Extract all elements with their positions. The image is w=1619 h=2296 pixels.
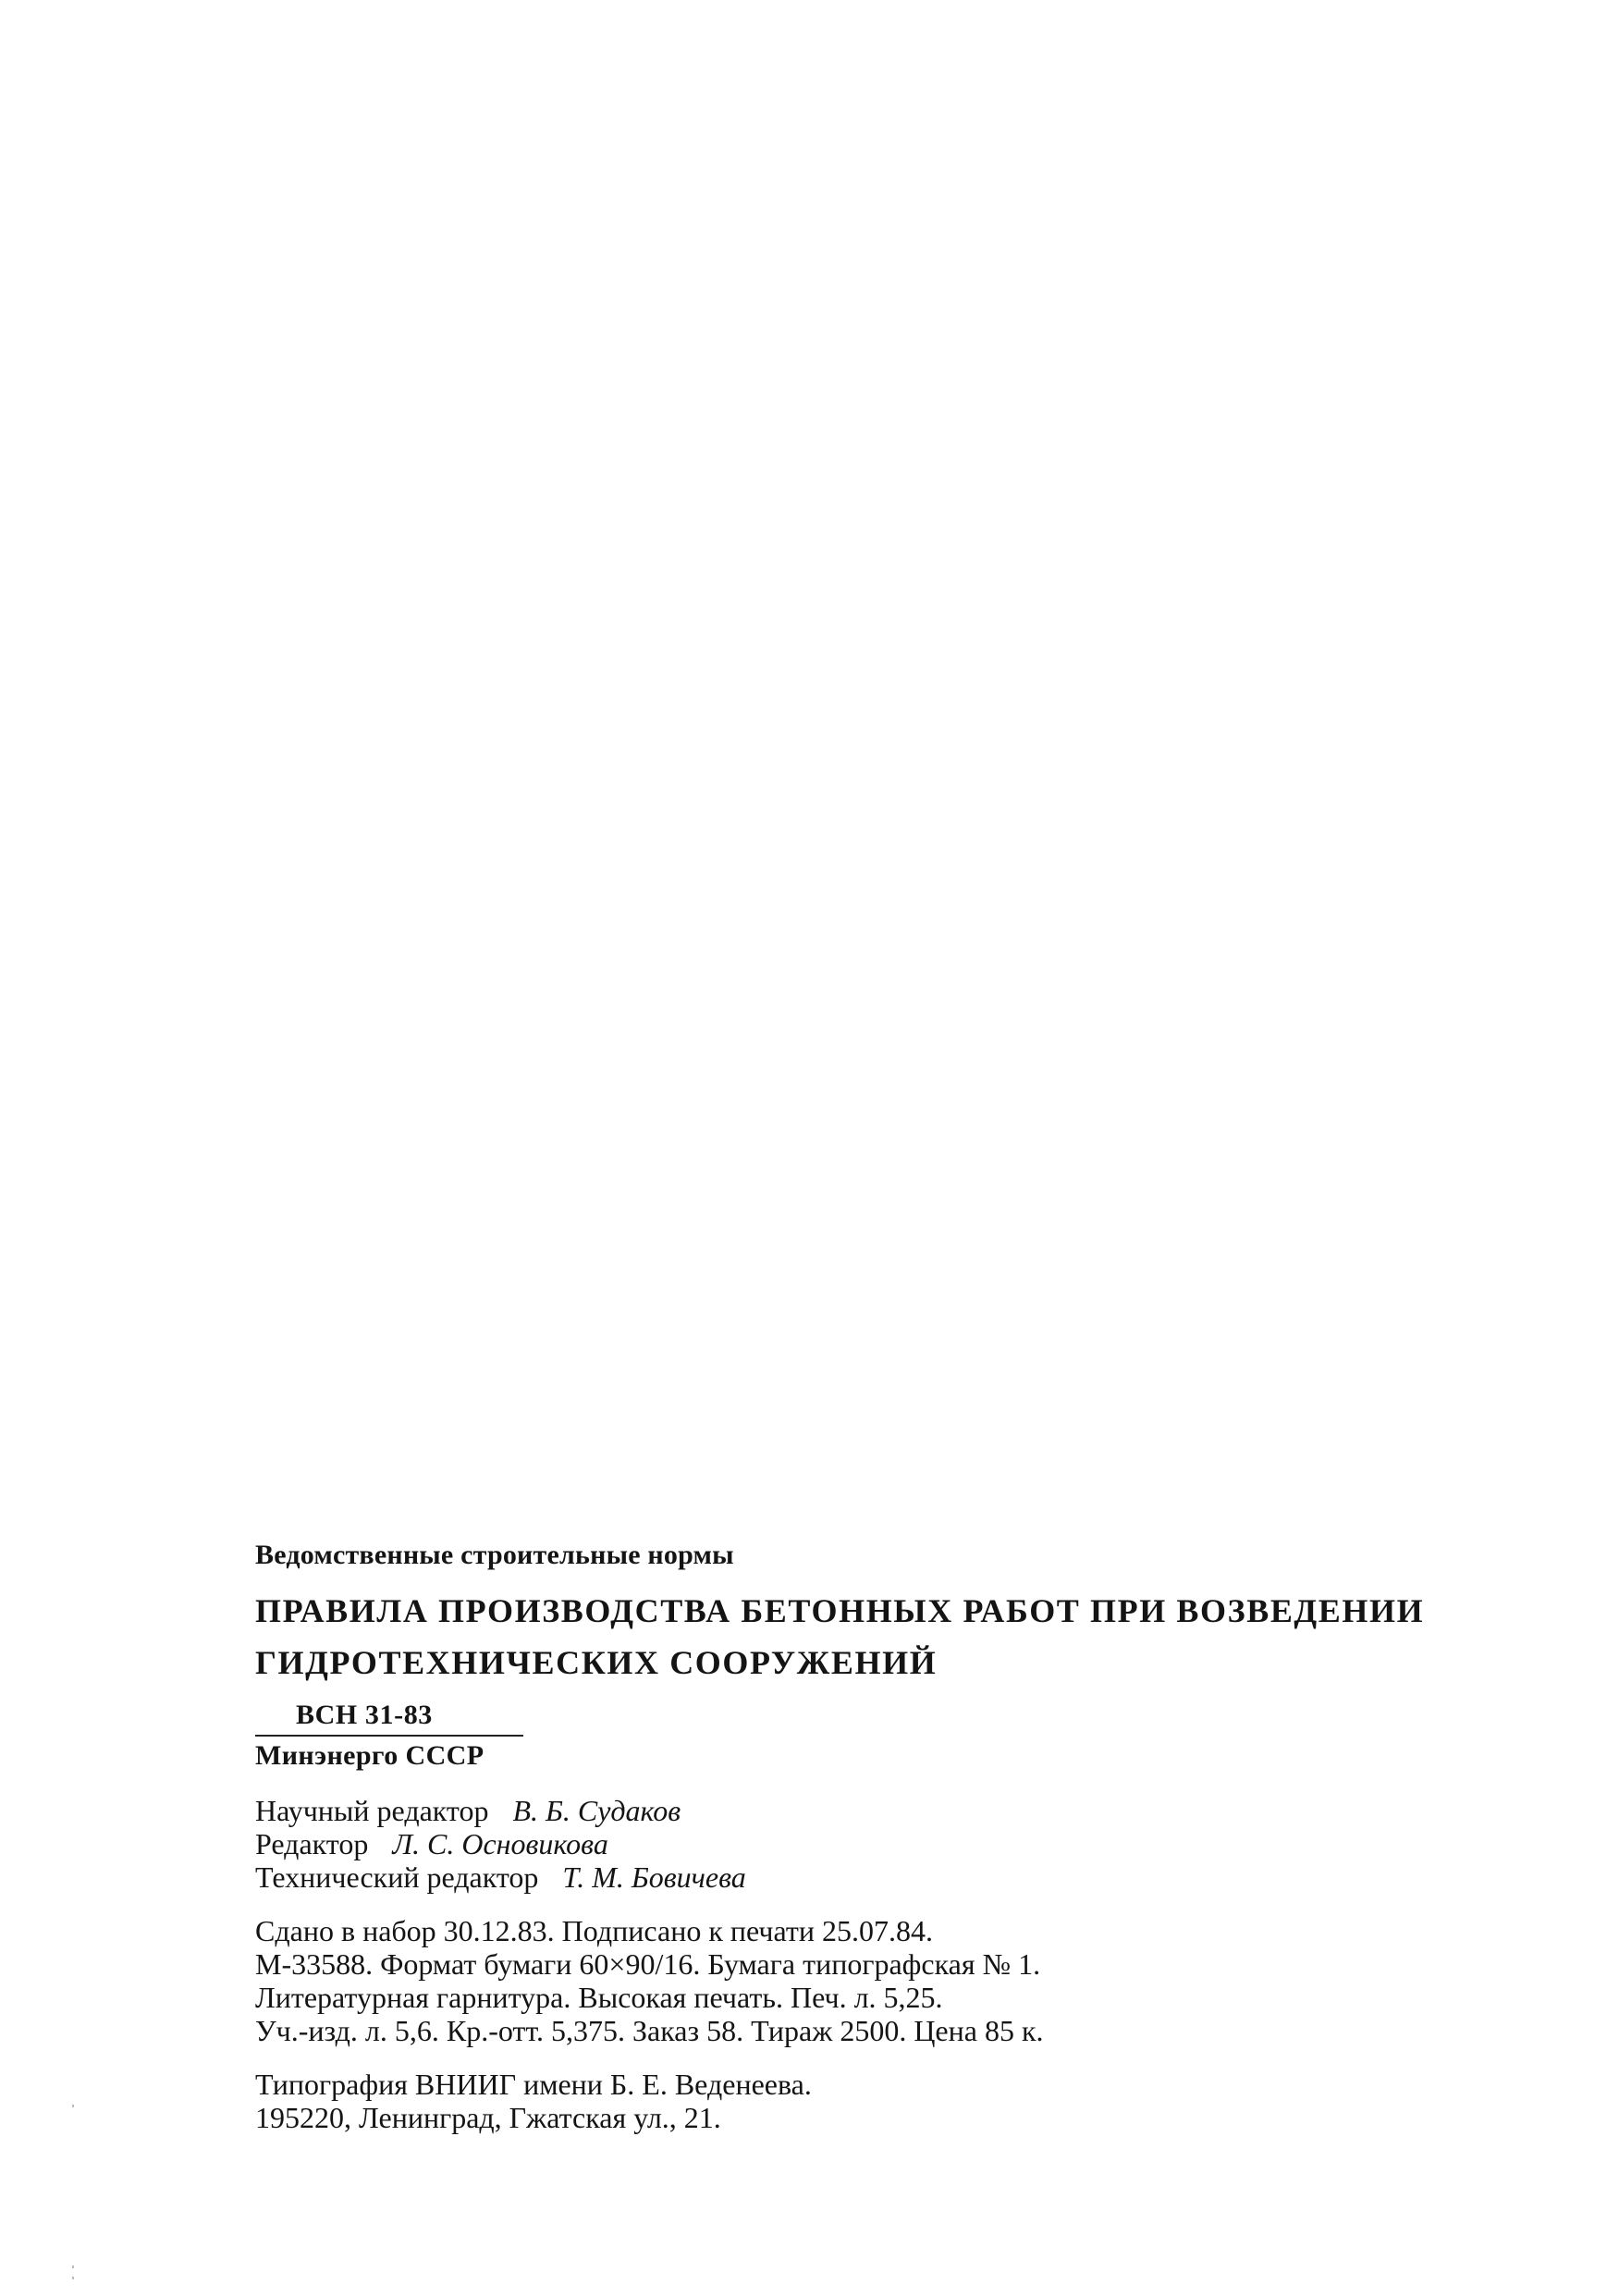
editor-name: Т. М. Бовичева	[562, 1860, 746, 1894]
editor-name: В. Б. Судаков	[512, 1794, 681, 1827]
title-line-2: ГИДРОТЕХНИЧЕСКИХ СООРУЖЕНИЙ	[255, 1644, 938, 1681]
publication-data	[255, 1914, 1457, 2047]
printer-info	[255, 2068, 1457, 2134]
editor-row	[255, 1794, 1457, 1827]
publication-line: Литературная гарнитура. Высокая печать. Печ. л. 5,25.	[255, 1981, 943, 2014]
ministry: Минэнерго СССР	[255, 1740, 484, 1771]
title-line-1: ПРАВИЛА ПРОИЗВОДСТВА БЕТОННЫХ РАБОТ ПРИ ВОЗВЕДЕНИИ	[255, 1592, 1425, 1629]
printer-line: 195220, Ленинград, Гжатская ул., 21.	[255, 2101, 721, 2134]
editors-list	[255, 1794, 1457, 1894]
editor-role: Технический редактор	[255, 1860, 539, 1894]
publication-line: Уч.-изд. л. 5,6. Кр.-отт. 5,375. Заказ 58. Тираж 2500. Цена 85 к.	[255, 2014, 1044, 2047]
editor-name: Л. С. Основикова	[392, 1827, 608, 1860]
publication-line: Сдано в набор 30.12.83. Подписано к печати 25.07.84.	[255, 1914, 933, 1947]
scan-artifact	[72, 2277, 74, 2279]
editor-role: Редактор	[255, 1827, 369, 1860]
document-code: ВСН 31-83	[296, 1700, 433, 1730]
scan-artifact	[72, 2105, 74, 2107]
scan-artifact	[72, 2265, 74, 2268]
editor-row	[255, 1860, 1457, 1894]
printer-line: Типография ВНИИГ имени Б. Е. Веденеева.	[255, 2068, 812, 2101]
editor-row	[255, 1827, 1457, 1860]
code-block	[255, 1696, 523, 1775]
editor-role: Научный редактор	[255, 1794, 489, 1827]
colophon	[255, 1537, 1457, 2134]
series-name: Ведомственные строительные нормы	[255, 1540, 734, 1570]
publication-line: М-33588. Формат бумаги 60×90/16. Бумага типографская № 1.	[255, 1947, 1041, 1981]
document-title	[255, 1585, 1457, 1688]
